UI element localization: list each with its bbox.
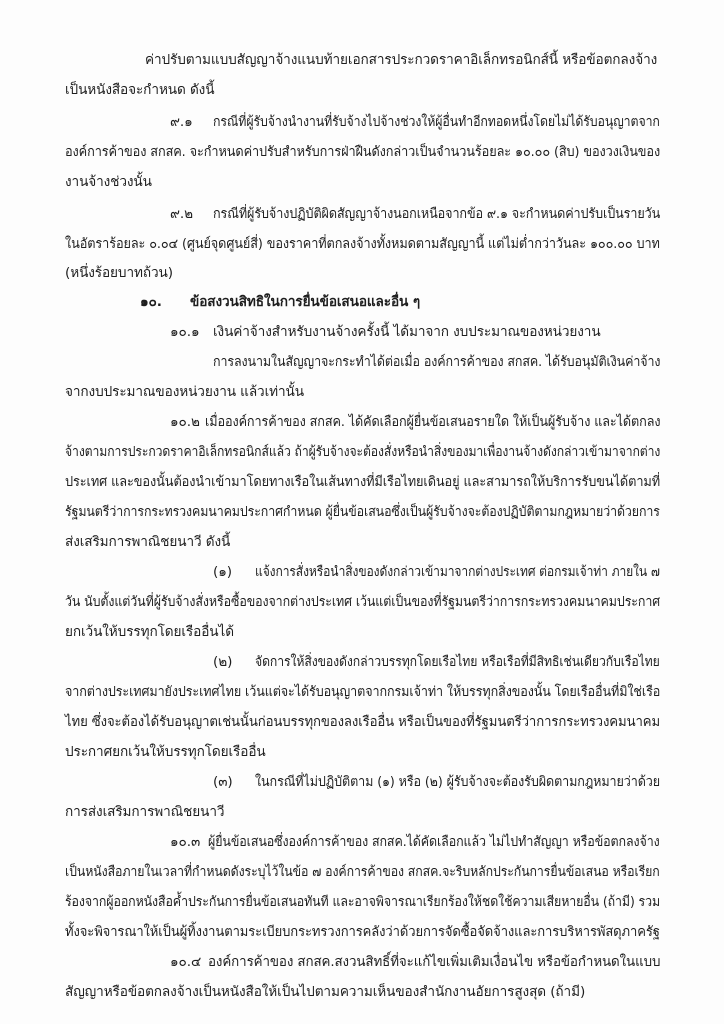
body-line: เงินค่าจ้างสำหรับงานจ้างครั้งนี้ ได้มาจาก งบประมาณของหน่วยงาน [213, 324, 601, 340]
section-number: ๑๐. [140, 294, 162, 310]
body-line: เป็นหนังสือภายในเวลาที่กำหนดดังระบุไว้ในข้อ ๗ องค์การค้าของ สกสค.จะริบหลักประกันการยื่นข้อเสนอ หรือเรียก [65, 864, 660, 880]
clause-number: ๙.๑ [170, 114, 193, 130]
clause-number: ๙.๒ [170, 206, 193, 222]
body-line: แจ้งการสั่งหรือนำสิ่งของดังกล่าวเข้ามาจากต่างประเทศ ต่อกรมเจ้าท่า ภายใน ๗ [255, 564, 660, 580]
item-number: (๒) [213, 654, 233, 670]
body-line: จากงบประมาณของหน่วยงาน แล้วเท่านั้น [65, 384, 304, 400]
body-line: ค่าปรับตามแบบสัญญาจ้างแนบท้ายเอกสารประกวดราคาอิเล็กทรอนิกส์นี้ หรือข้อตกลงจ้าง [145, 52, 658, 68]
body-line: ในกรณีที่ไม่ปฏิบัติตาม (๑) หรือ (๒) ผู้รับจ้างจะต้องรับผิดตามกฎหมายว่าด้วย [255, 774, 661, 790]
body-line: ประเทศ และของนั้นต้องนำเข้ามาโดยทางเรือในเส้นทางที่มีเรือไทยเดินอยู่ และสามารถให้บริการรับขนได้ตามที่ [65, 474, 661, 490]
body-line: ในอัตราร้อยละ ๐.๐๔ (ศูนย์จุดศูนย์สี่) ของราคาที่ตกลงจ้างทั้งหมดตามสัญญานี้ แต่ไม่ต่ำกว่าวันละ ๑๐๐.๐๐ บาท [65, 236, 660, 252]
body-line: รัฐมนตรีว่าการกระทรวงคมนาคมประกาศกำหนด ผู้ยื่นข้อเสนอซึ่งเป็นผู้รับจ้างจะต้องปฏิบัติตามกฎหมายว่าด้วยการ [65, 504, 660, 520]
body-line: การส่งเสริมการพาณิชยนาวี [65, 804, 225, 820]
body-line: ยกเว้นให้บรรทุกโดยเรืออื่นได้ [65, 624, 234, 640]
body-line: ประกาศยกเว้นให้บรรทุกโดยเรืออื่น [65, 744, 266, 760]
item-number: (๓) [213, 774, 233, 790]
body-line: ไทย ซึ่งจะต้องได้รับอนุญาตเช่นนั้นก่อนบรรทุกของลงเรืออื่น หรือเป็นของที่รัฐมนตรีว่าการกระทรวงคมนาคม [65, 714, 661, 730]
body-line: ส่งเสริมการพาณิชยนาวี ดังนี้ [65, 534, 231, 550]
body-line: องค์การค้าของ สกสค.สงวนสิทธิ์ที่จะแก้ไขเพิ่มเติมเงื่อนไข หรือข้อกำหนดในแบบ [208, 954, 661, 970]
section-heading: ข้อสงวนสิทธิในการยื่นข้อเสนอและอื่น ๆ [190, 294, 421, 310]
body-line: จ้างตามการประกวดราคาอิเล็กทรอนิกส์แล้ว ถ้าผู้รับจ้างจะต้องสั่งหรือนำสิ่งของมาเพื่องานจ้างดังกล่าวเข้ามาจากต่าง [65, 444, 661, 460]
body-line: วัน นับตั้งแต่วันที่ผู้รับจ้างสั่งหรือซื้อของจากต่างประเทศ เว้นแต่เป็นของที่รัฐมนตรีว่าการกระทรวงคมนาคมประกาศ [65, 594, 661, 610]
body-line: กรณีที่ผู้รับจ้างนำงานที่รับจ้างไปจ้างช่วงให้ผู้อื่นทำอีกทอดหนึ่งโดยไม่ได้รับอนุญาตจาก [213, 114, 660, 130]
body-line: (หนึ่งร้อยบาทถ้วน) [65, 265, 173, 281]
body-line: องค์การค้าของ สกสค. จะกำหนดค่าปรับสำหรับการฝ่าฝืนดังกล่าวเป็นจำนวนร้อยละ ๑๐.๐๐ (สิบ) ของวงเงินของ [65, 144, 661, 160]
body-line: ทั้งจะพิจารณาให้เป็นผู้ทิ้งงานตามระเบียบกระทรวงการคลังว่าด้วยการจัดซื้อจัดจ้างและการบริหารพัสดุภาครัฐ [65, 924, 660, 940]
clause-number: ๑๐.๓ [170, 834, 201, 850]
body-line: จากต่างประเทศมายังประเทศไทย เว้นแต่จะได้รับอนุญาตจากกรมเจ้าท่า ให้บรรทุกสิ่งของนั้น โดยเรืออื่นที่มิใช่เรือ [65, 684, 661, 700]
body-line: ผู้ยื่นข้อเสนอซึ่งองค์การค้าของ สกสค.ได้คัดเลือกแล้ว ไม่ไปทำสัญญา หรือข้อตกลงจ้าง [208, 834, 660, 850]
body-line: งานจ้างช่วงนั้น [65, 174, 152, 190]
body-line: เมื่อองค์การค้าของ สกสค. ได้คัดเลือกผู้ยื่นข้อเสนอรายใด ให้เป็นผู้รับจ้าง และได้ตกลง [205, 414, 661, 430]
item-number: (๑) [213, 564, 232, 580]
clause-number: ๑๐.๑ [170, 324, 200, 340]
body-line: ร้องจากผู้ออกหนังสือค้ำประกันการยื่นข้อเสนอทันที และอาจพิจารณาเรียกร้องให้ชดใช้ความเสียหายอื่น (ถ้ามี) รวม [65, 894, 661, 910]
clause-number: ๑๐.๒ [170, 414, 200, 430]
clause-number: ๑๐.๔ [170, 954, 202, 970]
body-line: การลงนามในสัญญาจะกระทำได้ต่อเมื่อ องค์การค้าของ สกสค. ได้รับอนุมัติเงินค่าจ้าง [213, 354, 661, 370]
body-line: สัญญาหรือข้อตกลงจ้างเป็นหนังสือให้เป็นไปตามความเห็นของสำนักงานอัยการสูงสุด (ถ้ามี) [65, 984, 586, 1000]
body-line: จัดการให้สิ่งของดังกล่าวบรรทุกโดยเรือไทย หรือเรือที่มีสิทธิเช่นเดียวกับเรือไทย [255, 654, 660, 670]
body-line: กรณีที่ผู้รับจ้างปฏิบัติผิดสัญญาจ้างนอกเหนือจากข้อ ๙.๑ จะกำหนดค่าปรับเป็นรายวัน [213, 206, 661, 222]
body-line: เป็นหนังสือจะกำหนด ดังนี้ [65, 82, 215, 98]
